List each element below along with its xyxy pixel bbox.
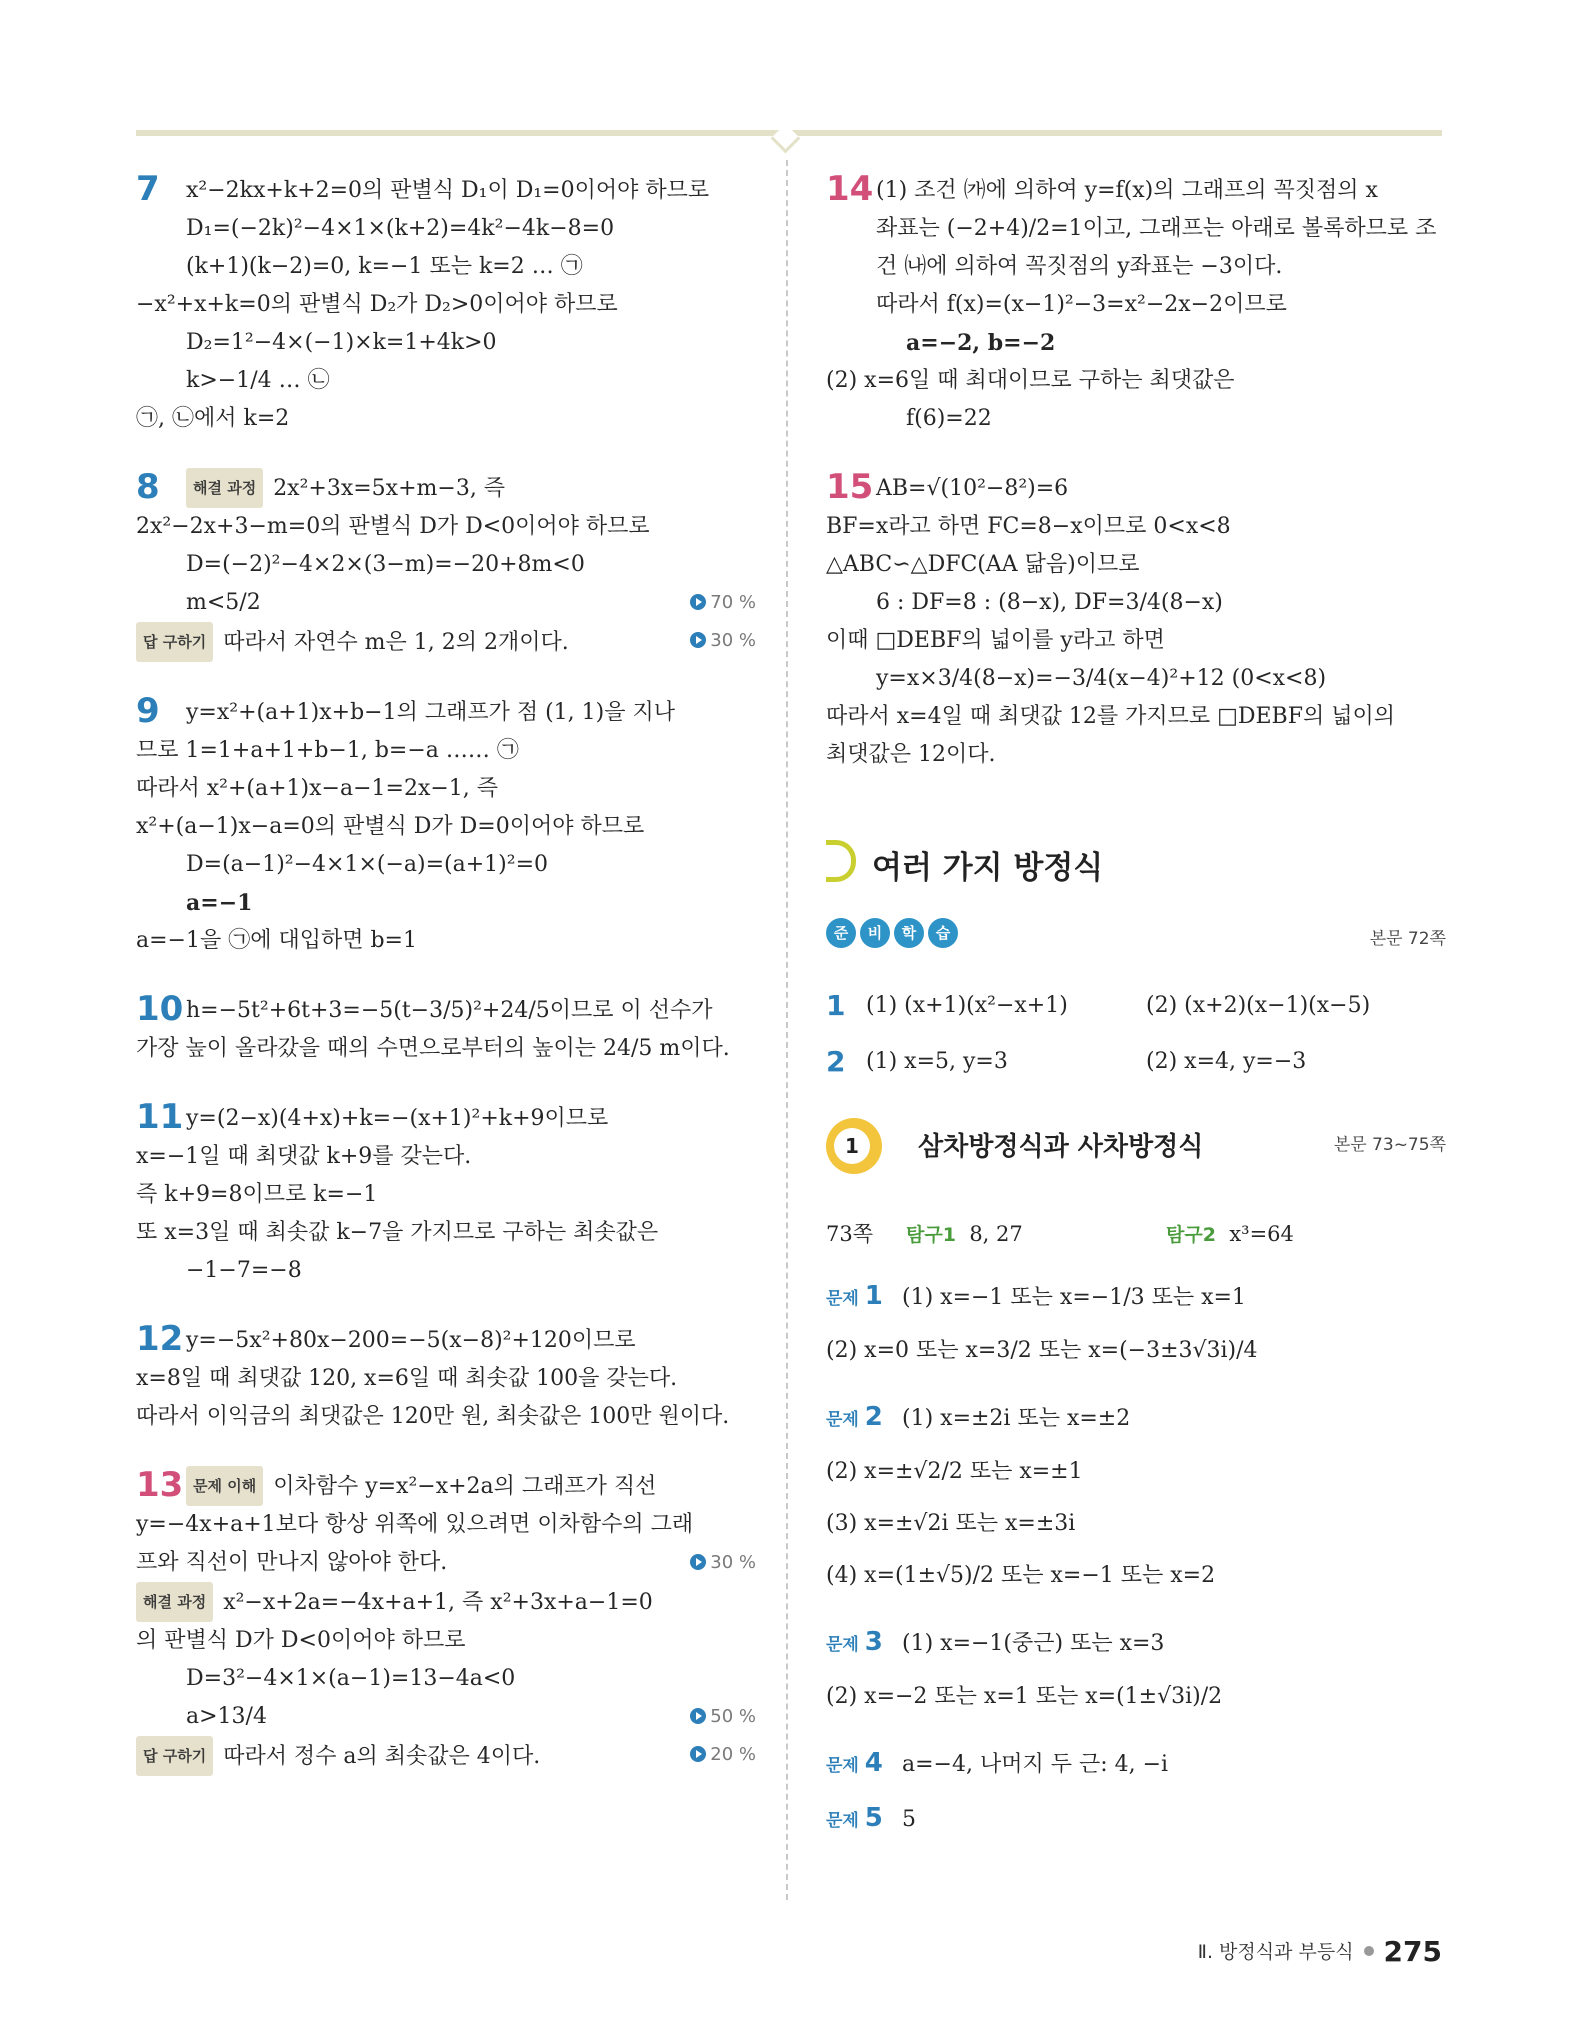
explore-number: 1 [942, 1224, 956, 1246]
text-line: 따라서 x=4일 때 최댓값 12를 가지므로 □DEBF의 넓이의 [826, 704, 1395, 729]
percent-score [690, 1698, 756, 1736]
prep-badge: 습 [928, 918, 958, 948]
text-line: k>−1/4 … ㉡ [186, 368, 330, 393]
subsection-badge [826, 1118, 882, 1174]
question-label: 문제 3 [826, 1627, 883, 1657]
answer-line: (2) x=0 또는 x=3/2 또는 x=(−3±3√3i)/4 [826, 1338, 1258, 1363]
question-label: 문제 1 [826, 1281, 883, 1311]
step-tag: 문제 이해 [186, 1466, 263, 1506]
text-line: 이차함수 y=x²−x+2a의 그래프가 직선 [273, 1474, 657, 1499]
right-column [826, 170, 1446, 1847]
text-line: 최댓값은 12이다. [826, 742, 996, 767]
text-line: ㉠, ㉡에서 k=2 [136, 406, 290, 431]
text-line: x²+(a−1)x−a=0의 판별식 D가 D=0이어야 하므로 [136, 814, 645, 839]
step-tag: 해결 과정 [186, 468, 263, 508]
problem-number: 9 [136, 691, 160, 731]
subsection-number: 1 [834, 1128, 870, 1164]
page-label: 73쪽 [826, 1222, 874, 1246]
answer-line: 5 [902, 1807, 916, 1832]
text-line: AB=√(10²−8²)=6 [876, 476, 1069, 501]
problem-number: 10 [136, 989, 184, 1029]
question-3 [826, 1616, 1446, 1723]
problem-15 [826, 468, 1446, 774]
text-line: D=(−2)²−4×2×(3−m)=−20+8m<0 [186, 552, 585, 577]
problem-number: 14 [826, 169, 874, 209]
problem-number: 8 [136, 467, 160, 507]
text-line: x=8일 때 최댓값 120, x=6일 때 최솟값 100을 갖는다. [136, 1366, 678, 1391]
answer-line: a=−4, 나머지 두 근: 4, −i [902, 1752, 1169, 1777]
answer-line: (4) x=(1±√5)/2 또는 x=−1 또는 x=2 [826, 1563, 1216, 1588]
problem-11 [136, 1098, 756, 1290]
text-line: x²−x+2a=−4x+a+1, 즉 x²+3x+a−1=0 [223, 1590, 653, 1615]
explore-label: 탐구 [906, 1224, 943, 1246]
text-line: 프와 직선이 만나지 않아야 한다. [136, 1550, 448, 1575]
text-line: BF=x라고 하면 FC=8−x이므로 0<x<8 [826, 514, 1231, 539]
text-line: y=−4x+a+1보다 항상 위쪽에 있으려면 이차함수의 그래 [136, 1512, 694, 1537]
percent-score [690, 622, 756, 660]
text-line: h=−5t²+6t+3=−5(t−3/5)²+24/5이므로 이 선수가 [186, 998, 713, 1023]
percent-score [690, 584, 756, 622]
question-2 [826, 1391, 1446, 1602]
prep-number: 1 [826, 989, 846, 1022]
answer-line: (1) x=−1(중근) 또는 x=3 [902, 1631, 1165, 1656]
text-line: a=−1 [186, 890, 253, 916]
left-column [136, 170, 756, 1806]
explore-label: 탐구 [1166, 1224, 1203, 1246]
question-label: 문제 4 [826, 1748, 883, 1778]
page-reference: 본문 73~75쪽 [1333, 1135, 1446, 1155]
footer-dot-icon [1364, 1946, 1374, 1956]
percent-score [690, 1736, 756, 1774]
text-line: 따라서 이익금의 최댓값은 120만 원, 최솟값은 100만 원이다. [136, 1404, 730, 1429]
text-line: a=−2, b=−2 [906, 330, 1056, 356]
step-tag: 답 구하기 [136, 1736, 213, 1776]
chapter-label: Ⅱ. 방정식과 부등식 [1197, 1941, 1354, 1963]
text-line: x=−1일 때 최댓값 k+9를 갖는다. [136, 1144, 472, 1169]
step-tag: 답 구하기 [136, 622, 213, 662]
problem-13 [136, 1466, 756, 1776]
prep-item [826, 978, 1446, 1034]
prep-item [826, 1034, 1446, 1090]
answer-line: (1) x=±2i 또는 x=±2 [902, 1406, 1131, 1431]
prep-answer: (2) x=4, y=−3 [1146, 1049, 1307, 1074]
text-line: (1) 조건 ㈎에 의하여 y=f(x)의 그래프의 꼭짓점의 x [876, 178, 1378, 203]
text-line: 좌표는 (−2+4)/2=1이고, 그래프는 아래로 볼록하므로 조 [876, 216, 1437, 241]
problem-number: 7 [136, 169, 160, 209]
explore-answer: x³=64 [1229, 1222, 1294, 1246]
text-line: (k+1)(k−2)=0, k=−1 또는 k=2 … ㉠ [186, 254, 583, 279]
text-line: (2) x=6일 때 최대이므로 구하는 최댓값은 [826, 368, 1235, 393]
play-icon [690, 1746, 706, 1762]
play-icon [690, 632, 706, 648]
text-line: D=3²−4×1×(a−1)=13−4a<0 [186, 1666, 516, 1691]
problem-10 [136, 990, 756, 1068]
text-line: −x²+x+k=0의 판별식 D₂가 D₂>0이어야 하므로 [136, 292, 618, 317]
section-title: 여러 가지 방정식 [872, 850, 1104, 886]
question-label: 문제 2 [826, 1402, 883, 1432]
explore-row [826, 1210, 1446, 1258]
explore-1 [906, 1210, 1023, 1259]
text-line: 이때 □DEBF의 넓이를 y라고 하면 [826, 628, 1165, 653]
percent-value: 50 % [710, 1706, 756, 1727]
play-icon [690, 1708, 706, 1724]
text-line: a>13/4 [186, 1704, 267, 1729]
prep-header [826, 918, 1446, 962]
problem-number: 11 [136, 1097, 184, 1137]
text-line: △ABC∽△DFC(AA 닮음)이므로 [826, 552, 1140, 577]
text-line: 따라서 f(x)=(x−1)²−3=x²−2x−2이므로 [876, 292, 1287, 317]
question-1 [826, 1270, 1446, 1377]
prep-badge: 준 [826, 918, 856, 948]
text-line: 또 x=3일 때 최솟값 k−7을 가지므로 구하는 최솟값은 [136, 1220, 659, 1245]
text-line: y=−5x²+80x−200=−5(x−8)²+120이므로 [186, 1328, 636, 1353]
section-mark-icon [826, 840, 856, 882]
text-line: 가장 높이 올라갔을 때의 수면으로부터의 높이는 24/5 m이다. [136, 1036, 730, 1061]
answer-line: (3) x=±√2i 또는 x=±3i [826, 1511, 1076, 1536]
text-line: 6 : DF=8 : (8−x), DF=3/4(8−x) [876, 590, 1223, 615]
prep-answer: (1) x=5, y=3 [866, 1049, 1008, 1074]
percent-value: 70 % [710, 592, 756, 613]
prep-number: 2 [826, 1045, 846, 1078]
text-line: 따라서 자연수 m은 1, 2의 2개이다. [223, 630, 569, 655]
text-line: −1−7=−8 [186, 1258, 302, 1283]
text-line: D=(a−1)²−4×1×(−a)=(a+1)²=0 [186, 852, 549, 877]
text-line: x²−2kx+k+2=0의 판별식 D₁이 D₁=0이어야 하므로 [186, 178, 710, 203]
page-reference: 본문 72쪽 [1369, 929, 1446, 949]
text-line: a=−1을 ㉠에 대입하면 b=1 [136, 928, 417, 953]
text-line: y=x²+(a+1)x+b−1의 그래프가 점 (1, 1)을 지나 [186, 700, 675, 725]
text-line: 건 ㈏에 의하여 꼭짓점의 y좌표는 −3이다. [876, 254, 1283, 279]
problem-12 [136, 1320, 756, 1436]
text-line: y=(2−x)(4+x)+k=−(x+1)²+k+9이므로 [186, 1106, 609, 1131]
text-line: 2x²−2x+3−m=0의 판별식 D가 D<0이어야 하므로 [136, 514, 650, 539]
answer-line: (2) x=−2 또는 x=1 또는 x=(1±√3i)/2 [826, 1684, 1223, 1709]
prep-badge: 비 [860, 918, 890, 948]
column-divider [786, 160, 788, 1900]
top-rule-notch [771, 124, 801, 154]
prep-answer: (1) (x+1)(x²−x+1) [866, 993, 1068, 1018]
problem-number: 15 [826, 467, 874, 507]
percent-value: 20 % [710, 1744, 756, 1765]
explore-2 [1166, 1210, 1294, 1259]
text-line: 따라서 x²+(a+1)x−a−1=2x−1, 즉 [136, 776, 499, 801]
section-heading [826, 834, 1446, 894]
prep-answer: (2) (x+2)(x−1)(x−5) [1146, 993, 1371, 1018]
text-line: 즉 k+9=8이므로 k=−1 [136, 1182, 378, 1207]
text-line: 므로 1=1+a+1+b−1, b=−a …… ㉠ [136, 738, 519, 763]
problem-7 [136, 170, 756, 438]
question-5 [826, 1792, 1446, 1847]
text-line: y=x×3/4(8−x)=−3/4(x−4)²+12 (0<x<8) [876, 666, 1327, 691]
percent-score [690, 1544, 756, 1582]
text-line: D₁=(−2k)²−4×1×(k+2)=4k²−4k−8=0 [186, 216, 615, 241]
step-tag: 해결 과정 [136, 1582, 213, 1622]
prep-badge: 학 [894, 918, 924, 948]
explore-number: 2 [1202, 1224, 1216, 1246]
percent-value: 30 % [710, 630, 756, 651]
question-label: 문제 5 [826, 1803, 883, 1833]
percent-value: 30 % [710, 1552, 756, 1573]
problem-14 [826, 170, 1446, 438]
explore-answer: 8, 27 [969, 1222, 1023, 1246]
page-number: 275 [1383, 1935, 1442, 1968]
subsection-title: 삼차방정식과 사차방정식 [918, 1132, 1204, 1162]
text-line: D₂=1²−4×(−1)×k=1+4k>0 [186, 330, 497, 355]
text-line: f(6)=22 [906, 406, 992, 431]
problem-9 [136, 692, 756, 960]
subsection-heading [826, 1116, 1446, 1188]
text-line: 의 판별식 D가 D<0이어야 하므로 [136, 1628, 466, 1653]
question-4 [826, 1737, 1446, 1792]
play-icon [690, 594, 706, 610]
answer-line: (2) x=±√2/2 또는 x=±1 [826, 1459, 1083, 1484]
text-line: 2x²+3x=5x+m−3, 즉 [273, 476, 506, 501]
page-footer [1198, 1935, 1442, 1968]
text-line: m<5/2 [186, 590, 261, 615]
text-line: 따라서 정수 a의 최솟값은 4이다. [223, 1744, 541, 1769]
play-icon [690, 1554, 706, 1570]
problem-8 [136, 468, 756, 662]
problem-number: 12 [136, 1319, 184, 1359]
problem-number: 13 [136, 1465, 184, 1505]
answer-line: (1) x=−1 또는 x=−1/3 또는 x=1 [902, 1285, 1246, 1310]
